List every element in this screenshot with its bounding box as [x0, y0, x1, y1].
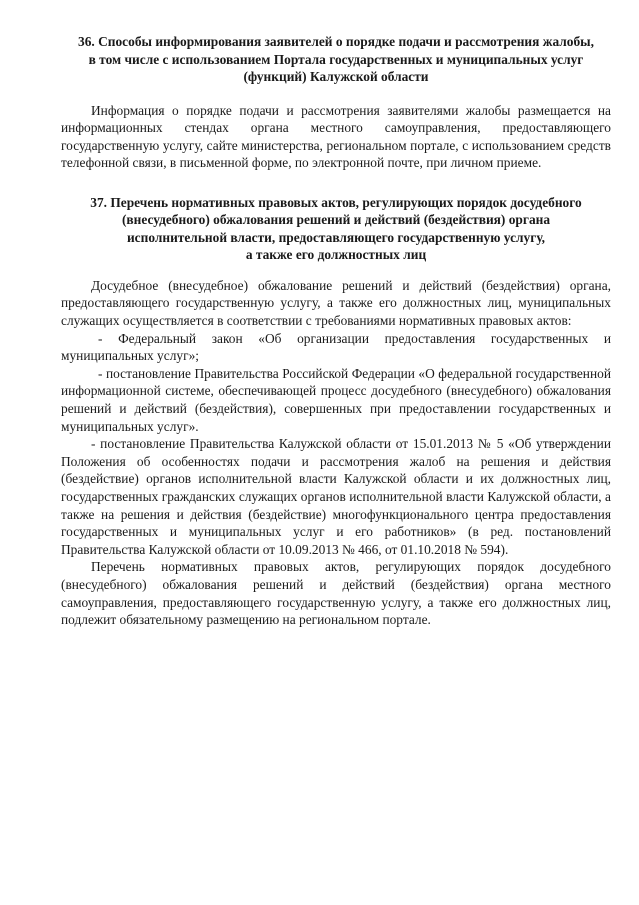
list-item-federal-law: - Федеральный закон «Об организации предоставления государственных и муниципальных услуг»;	[61, 330, 611, 364]
heading-line: 37. Перечень нормативных правовых актов, регулирующих порядок досудебного	[90, 194, 582, 210]
heading-line: в том числе с использованием Портала государственных и муниципальных услуг	[88, 51, 584, 67]
list-item-kaluga-resolution: - постановление Правительства Калужской области от 15.01.2013 № 5 «Об утверждении Положения об особенностях подачи и рассмотрения жалоб на решения и действия (бездействие) органов исполнительной власти Калужской области и их должностных лиц, государственных гражданских служащих органов исполнительной власти Калужской области, а также на решения и действия (бездействие) многофункционального центра предоставления государственных и муниципальных услуг и его работников» (в ред. постановлений Правительства Калужской области от 10.09.2013 № 466, от 01.10.2018 № 594).	[61, 436, 611, 557]
heading-line: (внесудебного) обжалования решений и действий (бездействия) органа	[121, 212, 551, 228]
document-page	[61, 33, 611, 629]
list-item-rf-government-resolution: - постановление Правительства Российской Федерации «О федеральной государственной информационной системе, обеспечивающей процесс досудебного (внесудебного) обжалования решений и действий (бездействия), совершенных при предоставлении государственных и муниципальных услуг».	[61, 365, 611, 434]
heading-line: (функций) Калужской области	[243, 69, 429, 84]
section-37-intro: Досудебное (внесудебное) обжалование решений и действий (бездействия) органа, предоставляющего государственную услугу, а также его должностных лиц, муниципальных служащих осуществляется в соответствии с требованиями нормативных правовых актов:	[61, 277, 611, 329]
section-37-closing: Перечень нормативных правовых актов, регулирующих порядок досудебного (внесудебного) обжалования решений и действий (бездействия) органа местного самоуправления, предоставляющего государственную услугу, а также его должностных лиц, подлежит обязательному размещению на региональном портале.	[61, 559, 611, 628]
section-36-heading	[61, 33, 611, 86]
heading-line: а также его должностных лиц	[245, 247, 427, 263]
section-37-heading	[61, 194, 611, 264]
heading-line: 36. Способы информирования заявителей о порядке подачи и рассмотрения жалобы,	[78, 34, 594, 49]
section-36-paragraph: Информация о порядке подачи и рассмотрения заявителями жалобы размещается на информационных стендах органа местного самоуправления, предоставляющего государственную услугу, сайте министерства, региональном портале, с использованием средств телефонной связи, в письменной форме, по электронной почте, при личном приеме.	[61, 102, 611, 171]
heading-line: исполнительной власти, предоставляющего государственную услугу,	[126, 229, 546, 245]
